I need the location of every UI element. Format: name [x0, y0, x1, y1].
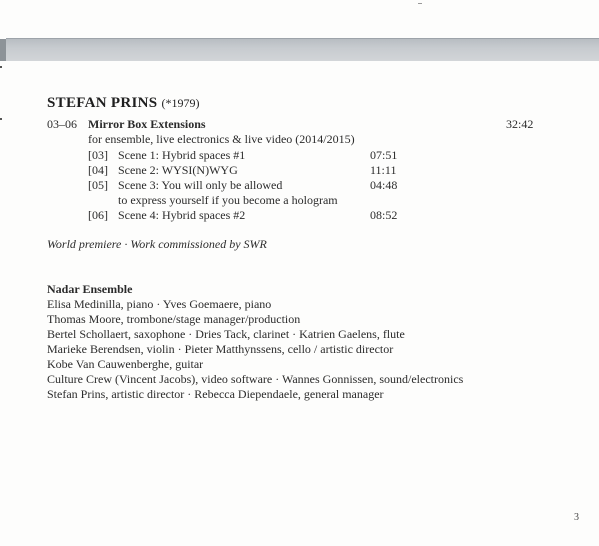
- work-total-time: 32:42: [506, 117, 534, 131]
- ensemble-member-line: Bertel Schollaert, saxophone · Dries Tack, clarinet · Katrien Gaelens, flute: [47, 327, 405, 341]
- scan-speck: [0, 66, 2, 68]
- work-title: Mirror Box Extensions: [88, 117, 206, 131]
- scene-title: Scene 3: You will only be allowed: [118, 178, 283, 192]
- scene-title: Scene 4: Hybrid spaces #2: [118, 208, 246, 222]
- scan-mark: [418, 3, 422, 4]
- composer-years: (*1979): [161, 96, 200, 110]
- ensemble-heading: Nadar Ensemble: [47, 282, 133, 296]
- scene-track-number: [05]: [88, 178, 108, 192]
- scene-track-number: [06]: [88, 208, 108, 222]
- header-band: [6, 38, 599, 61]
- premiere-note: World premiere · Work commissioned by SWR: [47, 237, 267, 251]
- page-number: 3: [574, 512, 579, 523]
- composer-heading: [47, 95, 200, 112]
- ensemble-member-line: Stefan Prins, artistic director · Rebecca Diependaele, general manager: [47, 387, 384, 401]
- ensemble-member-line: Marieke Berendsen, violin · Pieter Matthynssens, cello / artistic director: [47, 342, 394, 356]
- ensemble-member-line: Thomas Moore, trombone/stage manager/production: [47, 312, 301, 326]
- scan-speck: [0, 118, 2, 120]
- scene-track-number: [04]: [88, 163, 108, 177]
- scene-duration: 08:52: [370, 208, 398, 222]
- scene-title: Scene 2: WYSI(N)WYG: [118, 163, 238, 177]
- composer-name: STEFAN PRINS: [47, 95, 158, 111]
- scene-title-continuation: to express yourself if you become a hologram: [118, 193, 338, 207]
- work-tracks: 03–06: [47, 117, 77, 131]
- scene-duration: 11:11: [370, 163, 397, 177]
- ensemble-member-line: Kobe Van Cauwenberghe, guitar: [47, 357, 204, 371]
- ensemble-member-line: Culture Crew (Vincent Jacobs), video software · Wannes Gonnissen, sound/electronics: [47, 372, 464, 386]
- scene-duration: 04:48: [370, 178, 398, 192]
- work-instrumentation: for ensemble, live electronics & live video (2014/2015): [88, 132, 355, 146]
- scene-track-number: [03]: [88, 148, 108, 162]
- scene-duration: 07:51: [370, 148, 398, 162]
- scene-title: Scene 1: Hybrid spaces #1: [118, 148, 246, 162]
- ensemble-member-line: Elisa Medinilla, piano · Yves Goemaere, piano: [47, 297, 272, 311]
